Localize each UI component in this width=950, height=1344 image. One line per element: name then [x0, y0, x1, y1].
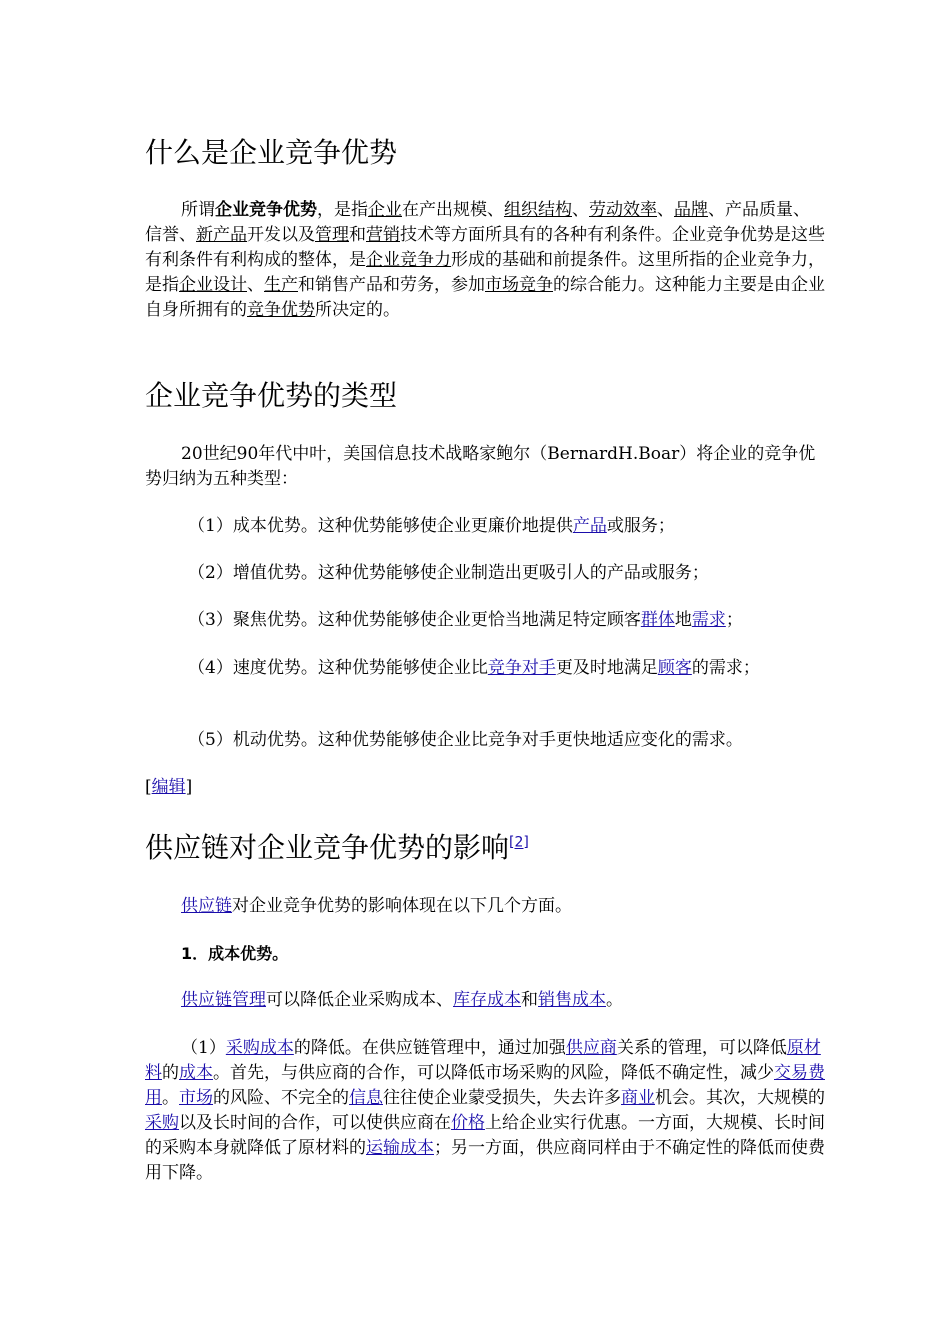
- section-title-supply-chain: [145, 830, 825, 866]
- bold-term: 企业竞争优势: [215, 200, 317, 220]
- link-production[interactable]: 生产: [264, 275, 298, 295]
- link-purchase[interactable]: 采购: [145, 1113, 179, 1133]
- link-labor-efficiency[interactable]: 劳动效率: [589, 200, 657, 220]
- link-information[interactable]: 信息: [349, 1088, 383, 1108]
- text: 、: [247, 275, 264, 295]
- text: （4）速度优势。这种优势能够使企业比: [188, 658, 488, 678]
- text: 的降低。在供应链管理中，通过加强: [293, 1038, 566, 1058]
- text: 。: [606, 990, 623, 1010]
- section-title-types: 企业竞争优势的类型: [145, 379, 398, 412]
- text: （1）: [181, 1038, 226, 1058]
- text: 所决定的。: [315, 300, 400, 320]
- heading-text: 供应链对企业竞争优势的影响: [145, 831, 510, 864]
- text: 更及时地满足: [555, 658, 658, 678]
- text: 往往使企业蒙受损失，失去许多: [383, 1088, 621, 1108]
- link-brand[interactable]: 品牌: [674, 200, 708, 220]
- link-market[interactable]: 市场: [179, 1088, 213, 1108]
- type-item-2: （2）增值优势。这种优势能够使企业制造出更吸引人的产品或服务；: [188, 563, 709, 583]
- link-product[interactable]: 产品: [572, 516, 607, 536]
- link-competitive-advantage[interactable]: 竞争优势: [247, 300, 315, 320]
- reference-link[interactable]: [2]: [509, 834, 529, 851]
- edit-link[interactable]: 编辑: [151, 777, 186, 797]
- text: 形成的基础和前提条件。这里所指的企业竞争力，是指: [145, 250, 825, 295]
- text: 机会。其次，大规模的: [655, 1088, 825, 1108]
- link-sales-cost[interactable]: 销售成本: [538, 990, 606, 1010]
- bracket: ]: [185, 777, 193, 797]
- link-new-product[interactable]: 新产品: [196, 225, 247, 245]
- link-enterprise-design[interactable]: 企业设计: [179, 275, 247, 295]
- text: 关系的管理，可以降低: [616, 1038, 787, 1058]
- text: 所谓: [181, 200, 215, 220]
- text: 的风险、不完全的: [213, 1088, 349, 1108]
- types-intro-paragraph: 20世纪90年代中叶，美国信息技术战略家鲍尔（BernardH.Boar）将企业的竞争优势归纳为五种类型：: [145, 444, 816, 489]
- text: 的需求；: [691, 658, 760, 678]
- text: 可以降低企业采购成本、: [266, 990, 453, 1010]
- link-inventory-cost[interactable]: 库存成本: [453, 990, 521, 1010]
- text: 和销售产品和劳务，参加: [298, 275, 485, 295]
- text: ，是指: [317, 200, 368, 220]
- text: 的综合能力。这种能力主要是由企业自身所拥有的: [145, 275, 825, 320]
- text: 地: [674, 610, 692, 630]
- procurement-paragraph: [145, 1036, 825, 1186]
- link-procurement-cost[interactable]: 采购成本: [225, 1038, 294, 1058]
- text: 或服务；: [606, 516, 675, 536]
- text: 开发以及: [247, 225, 315, 245]
- text: ；: [725, 610, 743, 630]
- text: 在产出规模、: [402, 200, 504, 220]
- text: 和: [349, 225, 366, 245]
- link-business[interactable]: 商业: [621, 1088, 655, 1108]
- link-raw-material[interactable]: 原材料: [145, 1038, 821, 1083]
- text: 。首先，与供应商的合作，可以降低市场采购的风险，降低不确定性，减少: [213, 1063, 774, 1083]
- supply-chain-intro: [145, 894, 825, 919]
- type-item-1: [188, 514, 675, 539]
- link-enterprise[interactable]: 企业: [368, 200, 402, 220]
- subheading-cost-advantage: [145, 941, 825, 967]
- text: 。: [162, 1088, 179, 1108]
- text: 和: [521, 990, 538, 1010]
- link-competitor[interactable]: 竞争对手: [487, 658, 556, 678]
- text: （1）成本优势。这种优势能够使企业更廉价地提供: [188, 516, 573, 536]
- text: ；另一方面，供应商同样由于不确定性的降低而使费用下降。: [145, 1138, 825, 1183]
- link-transaction-cost[interactable]: 交易费用: [145, 1063, 825, 1108]
- link-supplier[interactable]: 供应商: [565, 1038, 617, 1058]
- bracket: [: [145, 777, 152, 797]
- text: 、产品质量、信誉、: [145, 200, 810, 245]
- link-supply-chain[interactable]: 供应链: [181, 896, 232, 916]
- text: 的: [162, 1063, 179, 1083]
- text: 技术等方面所具有的各种有利条件。企业竞争优势是这些有利条件有利构成的整体，是: [145, 225, 825, 270]
- text: （3）聚焦优势。这种优势能够使企业更恰当地满足特定顾客: [188, 610, 641, 630]
- link-group[interactable]: 群体: [640, 610, 675, 630]
- link-competitiveness[interactable]: 企业竞争力: [366, 250, 451, 270]
- link-price[interactable]: 价格: [451, 1113, 485, 1133]
- subheading-text: 1．成本优势。: [181, 944, 289, 963]
- link-transport-cost[interactable]: 运输成本: [366, 1138, 434, 1158]
- text: 、: [572, 200, 589, 220]
- type-item-4: [188, 656, 760, 681]
- link-market-competition[interactable]: 市场竞争: [485, 275, 553, 295]
- link-customer[interactable]: 顾客: [657, 658, 692, 678]
- link-demand[interactable]: 需求: [691, 610, 726, 630]
- link-scm[interactable]: 供应链管理: [181, 990, 266, 1010]
- text: 上给企业实行优惠。一方面，大规模、长时间的采购本身就降低了原材料的: [145, 1113, 825, 1158]
- text: 对企业竞争优势的影响体现在以下几个方面。: [232, 896, 572, 916]
- link-management[interactable]: 管理: [315, 225, 349, 245]
- text: 以及长时间的合作，可以使供应商在: [179, 1113, 451, 1133]
- edit-link-line: [145, 775, 825, 800]
- cost-reduction-paragraph: [145, 988, 825, 1013]
- link-marketing[interactable]: 营销: [366, 225, 400, 245]
- type-item-3: [188, 608, 743, 633]
- link-org-structure[interactable]: 组织结构: [504, 200, 572, 220]
- type-item-5: （5）机动优势。这种优势能够使企业比竞争对手更快地适应变化的需求。: [188, 730, 743, 750]
- text: 、: [657, 200, 674, 220]
- definition-paragraph: [145, 198, 825, 323]
- link-cost[interactable]: 成本: [179, 1063, 213, 1083]
- section-title-what-is: 什么是企业竞争优势: [145, 136, 398, 169]
